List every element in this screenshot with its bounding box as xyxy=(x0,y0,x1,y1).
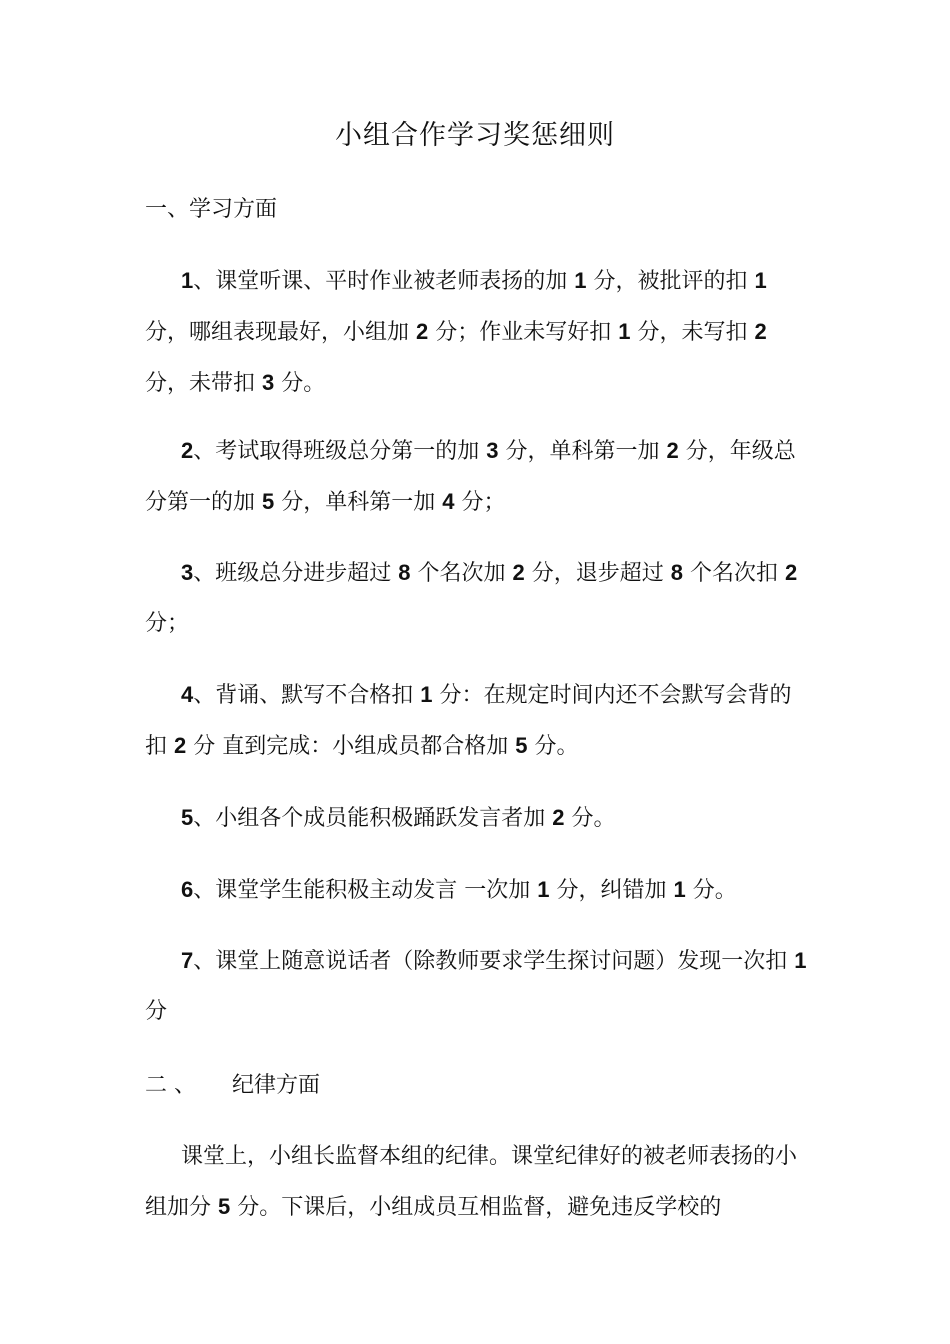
rule-item-5 xyxy=(145,793,810,844)
section-number: 二 、 xyxy=(145,1073,196,1098)
rule-item-7 xyxy=(145,936,810,1037)
rule-item-4 xyxy=(145,670,810,772)
item-number: 2 xyxy=(181,438,194,463)
item-number: 6 xyxy=(181,877,194,902)
item-text: 、考试取得班级总分第一的加 3 分，单科第一加 2 分，年级总分第一的加 5 分，单科第一加 4 分； xyxy=(145,438,796,515)
item-number: 4 xyxy=(181,682,194,707)
item-text: 、课堂上随意说话者（除教师要求学生探讨问题）发现一次扣 1 分 xyxy=(145,948,807,1024)
item-text: 、背诵、默写不合格扣 1 分：在规定时间内还不会默写会背的扣 2 分 直到完成：小组成员都合格加 5 分。 xyxy=(145,682,792,759)
item-number: 3 xyxy=(181,560,194,585)
item-text: 、班级总分进步超过 8 个名次加 2 分，退步超过 8 个名次扣 2 分； xyxy=(145,560,798,636)
item-number: 5 xyxy=(181,805,194,830)
section-heading-study: 一、学习方面 xyxy=(145,197,278,222)
item-text: 、小组各个成员能积极踊跃发言者加 2 分。 xyxy=(193,805,616,831)
section-title: 纪律方面 xyxy=(232,1073,321,1098)
rule-item-1 xyxy=(145,256,810,409)
item-text: 、课堂学生能积极主动发言 一次加 1 分，纠错加 1 分。 xyxy=(193,877,737,903)
item-text: 、课堂听课、平时作业被老师表扬的加 1 分，被批评的扣 1 分，哪组表现最好，小组加 2 分；作业未写好扣 1 分，未写扣 2 分，未带扣 3 分。 xyxy=(145,268,767,396)
rule-item-3 xyxy=(145,548,810,649)
rule-item-6 xyxy=(145,865,810,916)
page-title: 小组合作学习奖惩细则 xyxy=(335,120,615,151)
discipline-paragraph: 课堂上，小组长监督本组的纪律。课堂纪律好的被老师表扬的小组加分 5 分。下课后，小组成员互相监督，避免违反学校的 xyxy=(145,1144,798,1220)
rule-item-2 xyxy=(145,426,810,528)
section-heading-discipline xyxy=(145,1068,320,1099)
item-number: 7 xyxy=(181,948,194,973)
item-number: 1 xyxy=(181,268,194,293)
